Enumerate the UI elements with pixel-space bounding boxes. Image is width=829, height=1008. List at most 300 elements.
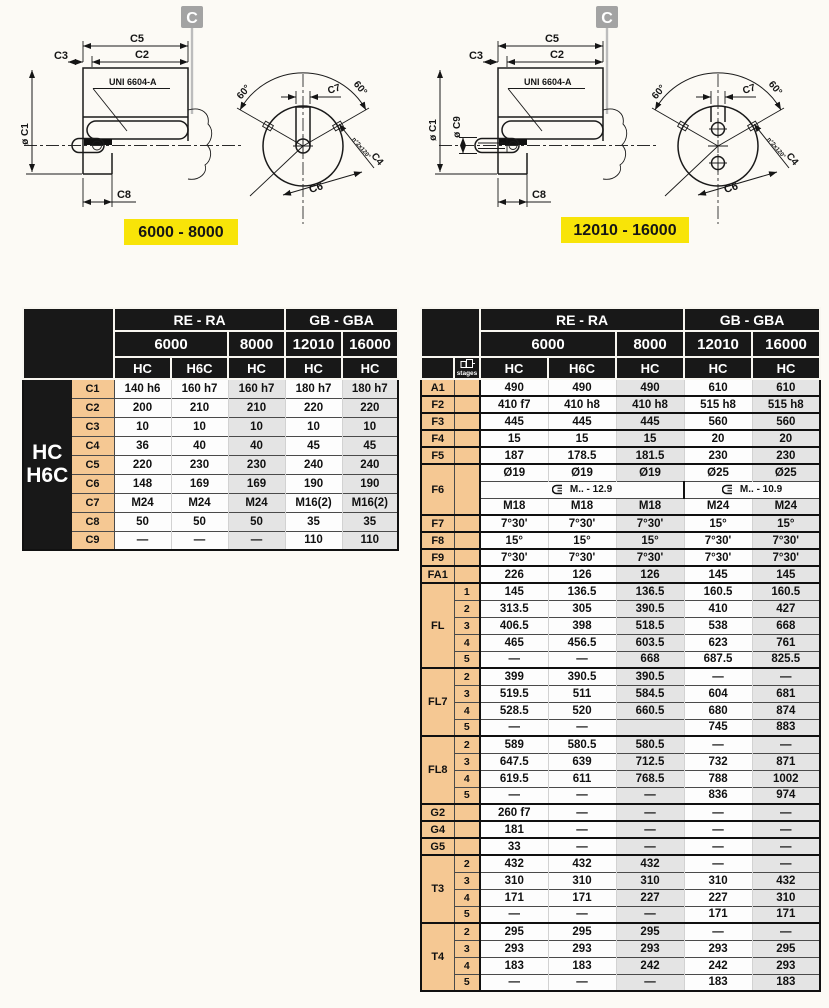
- value-cell: 7°30': [548, 549, 616, 566]
- stage-cell: [454, 566, 480, 583]
- value-cell: 242: [616, 957, 684, 974]
- value-cell: —: [480, 974, 548, 991]
- value-cell: 7°30': [684, 532, 752, 549]
- row-label: G4: [421, 821, 454, 838]
- value-cell: M18: [616, 498, 684, 515]
- side-view-dimensions: [20, 33, 188, 207]
- value-cell: 220: [285, 398, 342, 417]
- value-cell: 580.5: [616, 736, 684, 753]
- value-cell: 7°30': [480, 549, 548, 566]
- value-cell: 836: [684, 787, 752, 804]
- value-cell: 398: [548, 617, 616, 634]
- value-cell: 200: [114, 398, 171, 417]
- row-label: C4: [71, 436, 114, 455]
- caption-6000-8000: [124, 219, 238, 245]
- value-cell: 15°: [684, 515, 752, 532]
- value-cell: 187: [480, 447, 548, 464]
- stage-cell: 4: [454, 889, 480, 906]
- value-cell: 242: [684, 957, 752, 974]
- value-cell: 260 f7: [480, 804, 548, 821]
- stages-header: [454, 357, 480, 379]
- value-cell: 180 h7: [342, 379, 398, 398]
- value-cell: —: [684, 838, 752, 855]
- value-cell: 660.5: [616, 702, 684, 719]
- value-cell: —: [752, 821, 820, 838]
- value-cell: 190: [285, 474, 342, 493]
- value-cell: —: [684, 923, 752, 940]
- model-label: [23, 379, 71, 550]
- stage-cell: [454, 413, 480, 430]
- value-cell: —: [752, 855, 820, 872]
- shaft-type-header: HC: [616, 357, 684, 379]
- value-cell: 226: [480, 566, 548, 583]
- row-label: F6: [421, 464, 454, 515]
- value-cell: 110: [285, 531, 342, 550]
- value-cell: 538: [684, 617, 752, 634]
- value-cell: 15°: [548, 532, 616, 549]
- value-cell: 35: [342, 512, 398, 531]
- row-label: C9: [71, 531, 114, 550]
- value-cell: 687.5: [684, 651, 752, 668]
- value-cell: 432: [548, 855, 616, 872]
- value-cell: 10: [114, 417, 171, 436]
- value-cell: 406.5: [480, 617, 548, 634]
- value-cell: 15: [616, 430, 684, 447]
- value-cell: 293: [752, 957, 820, 974]
- value-cell: 293: [684, 940, 752, 957]
- bolt-class-label: M.. - 10.9: [739, 484, 783, 496]
- stages-label: stages: [456, 370, 478, 377]
- stage-cell: [454, 549, 480, 566]
- row-label: C1: [71, 379, 114, 398]
- dimensions-table-mount: [420, 307, 821, 992]
- stage-cell: [454, 430, 480, 447]
- value-cell: —: [684, 804, 752, 821]
- value-cell: 712.5: [616, 753, 684, 770]
- dim-label-60-right: 60°: [350, 79, 369, 98]
- dim-label-c6: C6: [722, 180, 740, 197]
- shaft-end-view: [650, 73, 801, 224]
- value-cell: 180 h7: [285, 379, 342, 398]
- value-cell: 619.5: [480, 770, 548, 787]
- row-label: A1: [421, 379, 454, 396]
- value-cell: 528.5: [480, 702, 548, 719]
- size-header: 16000: [342, 331, 398, 357]
- dim-label-c2: C2: [549, 49, 565, 61]
- value-cell: 518.5: [616, 617, 684, 634]
- value-cell: 825.5: [752, 651, 820, 668]
- row-label: FL: [421, 583, 454, 668]
- value-cell: M24: [171, 493, 228, 512]
- value-cell: 490: [616, 379, 684, 396]
- dim-label-c4-note: n°2x120°: [350, 136, 372, 160]
- value-cell: 45: [285, 436, 342, 455]
- row-label: C6: [71, 474, 114, 493]
- dim-label-c1: ø C1: [428, 119, 439, 141]
- value-cell: 140 h6: [114, 379, 171, 398]
- row-label: G5: [421, 838, 454, 855]
- section-c-badge: [181, 6, 203, 114]
- shaft-type-header: HC: [285, 357, 342, 379]
- value-cell: —: [616, 906, 684, 923]
- value-cell: 668: [752, 617, 820, 634]
- value-cell: —: [480, 906, 548, 923]
- value-cell: —: [114, 531, 171, 550]
- value-cell: 240: [342, 455, 398, 474]
- value-cell: —: [171, 531, 228, 550]
- value-cell: 50: [114, 512, 171, 531]
- value-cell: 639: [548, 753, 616, 770]
- value-cell: —: [684, 821, 752, 838]
- dim-label-c4: C4: [368, 150, 386, 168]
- value-cell: —: [752, 668, 820, 685]
- value-cell: —: [548, 719, 616, 736]
- row-label: C5: [71, 455, 114, 474]
- stage-cell: 3: [454, 753, 480, 770]
- column-group-header: GB - GBA: [285, 308, 398, 331]
- value-cell: 136.5: [548, 583, 616, 600]
- row-label: F5: [421, 447, 454, 464]
- shaft-type-header: HC: [480, 357, 548, 379]
- value-cell: 589: [480, 736, 548, 753]
- value-cell: 310: [480, 872, 548, 889]
- value-cell: —: [548, 821, 616, 838]
- value-cell: 1002: [752, 770, 820, 787]
- value-cell: 7°30': [752, 532, 820, 549]
- value-cell: 295: [752, 940, 820, 957]
- value-cell: 584.5: [616, 685, 684, 702]
- value-cell: M24: [228, 493, 285, 512]
- size-header: 6000: [114, 331, 228, 357]
- stage-cell: 2: [454, 736, 480, 753]
- stage-cell: 1: [454, 583, 480, 600]
- dim-label-c3: C3: [53, 50, 69, 62]
- stage-cell: 4: [454, 702, 480, 719]
- value-cell: 230: [171, 455, 228, 474]
- value-cell: 390.5: [616, 668, 684, 685]
- model-label-line: H6C: [26, 463, 69, 487]
- value-cell: 445: [548, 413, 616, 430]
- value-cell: 432: [480, 855, 548, 872]
- value-cell: 7°30': [752, 549, 820, 566]
- value-cell: Ø25: [684, 464, 752, 481]
- section-c-badge: [596, 6, 618, 114]
- shaft-type-header: HC: [228, 357, 285, 379]
- row-label: C2: [71, 398, 114, 417]
- value-cell: 560: [684, 413, 752, 430]
- row-label: F2: [421, 396, 454, 413]
- value-cell: 390.5: [548, 668, 616, 685]
- value-cell: 883: [752, 719, 820, 736]
- shaft-type-header: H6C: [171, 357, 228, 379]
- dim-label-60-right: 60°: [765, 79, 784, 98]
- dim-label-60-left: 60°: [235, 83, 254, 102]
- shaft-end-view: [235, 73, 386, 224]
- stage-cell: [454, 447, 480, 464]
- value-cell: 511: [548, 685, 616, 702]
- row-label: F9: [421, 549, 454, 566]
- value-cell: 745: [684, 719, 752, 736]
- value-cell: 410 h8: [616, 396, 684, 413]
- value-cell: 310: [684, 872, 752, 889]
- value-cell: 145: [684, 566, 752, 583]
- row-label: F4: [421, 430, 454, 447]
- row-label: C7: [71, 493, 114, 512]
- stage-cell: [454, 532, 480, 549]
- value-cell: 171: [480, 889, 548, 906]
- row-label: FL8: [421, 736, 454, 804]
- value-cell: 230: [228, 455, 285, 474]
- value-cell: 390.5: [616, 600, 684, 617]
- stage-cell: [454, 464, 480, 515]
- value-cell: 210: [171, 398, 228, 417]
- dim-label-c4-note: n°2x120°: [765, 136, 787, 160]
- value-cell: 160.5: [684, 583, 752, 600]
- value-cell: Ø19: [548, 464, 616, 481]
- stage-cell: [454, 515, 480, 532]
- value-cell: M24: [114, 493, 171, 512]
- value-cell: 295: [480, 923, 548, 940]
- value-cell: 681: [752, 685, 820, 702]
- value-cell: —: [616, 974, 684, 991]
- value-cell: —: [480, 651, 548, 668]
- value-cell: Ø19: [480, 464, 548, 481]
- size-header: 12010: [684, 331, 752, 357]
- row-label: F8: [421, 532, 454, 549]
- stage-cell: 4: [454, 770, 480, 787]
- value-cell: 432: [752, 872, 820, 889]
- row-label: T3: [421, 855, 454, 923]
- stage-cell: 2: [454, 923, 480, 940]
- stage-cell: 5: [454, 906, 480, 923]
- value-cell: 490: [480, 379, 548, 396]
- value-cell: 169: [171, 474, 228, 493]
- value-cell: 490: [548, 379, 616, 396]
- value-cell: M18: [480, 498, 548, 515]
- value-cell: —: [752, 838, 820, 855]
- dim-label-c1: ø C1: [20, 123, 31, 145]
- value-cell: M24: [684, 498, 752, 515]
- value-cell: 15: [548, 430, 616, 447]
- value-cell: 668: [616, 651, 684, 668]
- dim-label-c8: C8: [116, 189, 132, 201]
- value-cell: —: [616, 804, 684, 821]
- dim-label-c2: C2: [134, 49, 150, 61]
- value-cell: M18: [548, 498, 616, 515]
- value-cell: 305: [548, 600, 616, 617]
- value-cell: 610: [752, 379, 820, 396]
- value-cell: 15°: [480, 532, 548, 549]
- dim-label-c7: C7: [741, 82, 758, 97]
- stage-cell: 4: [454, 957, 480, 974]
- value-cell: 240: [285, 455, 342, 474]
- value-cell: 183: [684, 974, 752, 991]
- value-cell: 680: [684, 702, 752, 719]
- value-cell: 171: [548, 889, 616, 906]
- value-cell: 40: [228, 436, 285, 455]
- value-cell: 145: [752, 566, 820, 583]
- value-cell: 445: [480, 413, 548, 430]
- value-cell: 432: [616, 855, 684, 872]
- value-cell: Ø19: [616, 464, 684, 481]
- size-header: 16000: [752, 331, 820, 357]
- badge-letter: C: [601, 10, 613, 27]
- caption-label: 6000 - 8000: [138, 224, 224, 241]
- dim-label-c3: C3: [468, 50, 484, 62]
- value-cell: 603.5: [616, 634, 684, 651]
- value-cell: —: [684, 855, 752, 872]
- value-cell: 410: [684, 600, 752, 617]
- socket-screw-icon: [552, 484, 564, 495]
- value-cell: 210: [228, 398, 285, 417]
- value-cell: 190: [342, 474, 398, 493]
- row-label: C3: [71, 417, 114, 436]
- row-label: FA1: [421, 566, 454, 583]
- value-cell: 580.5: [548, 736, 616, 753]
- gearbox-stages-icon: [460, 359, 475, 369]
- size-header: 8000: [228, 331, 285, 357]
- dimensions-table-hc-h6c: [22, 307, 399, 551]
- size-header: 8000: [616, 331, 684, 357]
- value-cell: —: [548, 838, 616, 855]
- side-view-dimensions: [428, 33, 603, 207]
- stage-cell: [454, 804, 480, 821]
- value-cell: 7°30': [684, 549, 752, 566]
- column-group-header: GB - GBA: [684, 308, 820, 331]
- shaft-type-header: HC: [342, 357, 398, 379]
- value-cell: 230: [684, 447, 752, 464]
- column-group-header: RE - RA: [480, 308, 684, 331]
- value-cell: 227: [616, 889, 684, 906]
- value-cell: 519.5: [480, 685, 548, 702]
- value-cell: M16(2): [342, 493, 398, 512]
- value-cell: 160 h7: [228, 379, 285, 398]
- dim-label-c5: C5: [129, 33, 145, 45]
- value-cell: 313.5: [480, 600, 548, 617]
- value-cell: 871: [752, 753, 820, 770]
- value-cell: 160.5: [752, 583, 820, 600]
- value-cell: 178.5: [548, 447, 616, 464]
- value-cell: 15: [480, 430, 548, 447]
- stage-cell: 5: [454, 974, 480, 991]
- value-cell: 33: [480, 838, 548, 855]
- column-group-header: RE - RA: [114, 308, 285, 331]
- dim-label-60-left: 60°: [650, 83, 669, 102]
- value-cell: 399: [480, 668, 548, 685]
- value-cell: 7°30': [616, 549, 684, 566]
- stage-cell: 3: [454, 872, 480, 889]
- value-cell: —: [684, 736, 752, 753]
- stage-cell: 5: [454, 719, 480, 736]
- shaft-type-header: HC: [114, 357, 171, 379]
- socket-screw-icon: [722, 484, 734, 495]
- caption-12010-16000: [561, 217, 689, 243]
- stage-cell: [454, 396, 480, 413]
- value-cell: 788: [684, 770, 752, 787]
- value-cell: 220: [342, 398, 398, 417]
- value-cell: 126: [548, 566, 616, 583]
- value-cell: 732: [684, 753, 752, 770]
- value-cell: —: [480, 787, 548, 804]
- badge-letter: C: [186, 10, 198, 27]
- value-cell: 169: [228, 474, 285, 493]
- stage-cell: [454, 379, 480, 396]
- row-label: G2: [421, 804, 454, 821]
- value-cell: 427: [752, 600, 820, 617]
- key-spec-label: UNI 6604-A: [524, 77, 572, 87]
- value-cell: 647.5: [480, 753, 548, 770]
- value-cell: 45: [342, 436, 398, 455]
- dim-label-c7: C7: [326, 82, 343, 97]
- value-cell: 761: [752, 634, 820, 651]
- value-cell: M16(2): [285, 493, 342, 512]
- value-cell: 623: [684, 634, 752, 651]
- value-cell: —: [616, 787, 684, 804]
- value-cell: —: [752, 736, 820, 753]
- stage-cell: 2: [454, 855, 480, 872]
- value-cell: 183: [548, 957, 616, 974]
- dim-label-c5: C5: [544, 33, 560, 45]
- value-cell: 227: [684, 889, 752, 906]
- value-cell: 7°30': [548, 515, 616, 532]
- value-cell: —: [752, 804, 820, 821]
- stage-cell: 4: [454, 634, 480, 651]
- size-header: 6000: [480, 331, 616, 357]
- value-cell: —: [228, 531, 285, 550]
- value-cell: 50: [171, 512, 228, 531]
- value-cell: 10: [342, 417, 398, 436]
- value-cell: 520: [548, 702, 616, 719]
- table-corner-bottom: [421, 357, 454, 379]
- stage-cell: 5: [454, 651, 480, 668]
- table-corner: [421, 308, 480, 357]
- value-cell: 183: [480, 957, 548, 974]
- value-cell: 171: [684, 906, 752, 923]
- value-cell: 220: [114, 455, 171, 474]
- value-cell: 160 h7: [171, 379, 228, 398]
- value-cell: 230: [752, 447, 820, 464]
- table-corner: [23, 308, 114, 379]
- row-label: T4: [421, 923, 454, 991]
- value-cell: Ø25: [752, 464, 820, 481]
- value-cell: 295: [548, 923, 616, 940]
- value-cell: 293: [616, 940, 684, 957]
- value-cell: —: [684, 668, 752, 685]
- value-cell: 181.5: [616, 447, 684, 464]
- value-cell: 310: [548, 872, 616, 889]
- value-cell: 20: [684, 430, 752, 447]
- value-cell: 410 h8: [548, 396, 616, 413]
- value-cell: 171: [752, 906, 820, 923]
- value-cell: 604: [684, 685, 752, 702]
- dim-label-c4: C4: [783, 150, 801, 168]
- stage-cell: 2: [454, 600, 480, 617]
- row-label: FL7: [421, 668, 454, 736]
- value-cell: 10: [285, 417, 342, 436]
- stage-cell: 5: [454, 787, 480, 804]
- value-cell: 35: [285, 512, 342, 531]
- row-label: C8: [71, 512, 114, 531]
- shaft-type-header: HC: [684, 357, 752, 379]
- model-label-line: HC: [32, 440, 63, 464]
- drawing-6000-8000: [0, 0, 415, 300]
- value-cell: 456.5: [548, 634, 616, 651]
- value-cell: 611: [548, 770, 616, 787]
- stage-cell: 3: [454, 617, 480, 634]
- value-cell: 295: [616, 923, 684, 940]
- dim-label-c8: C8: [531, 189, 547, 201]
- value-cell: 445: [616, 413, 684, 430]
